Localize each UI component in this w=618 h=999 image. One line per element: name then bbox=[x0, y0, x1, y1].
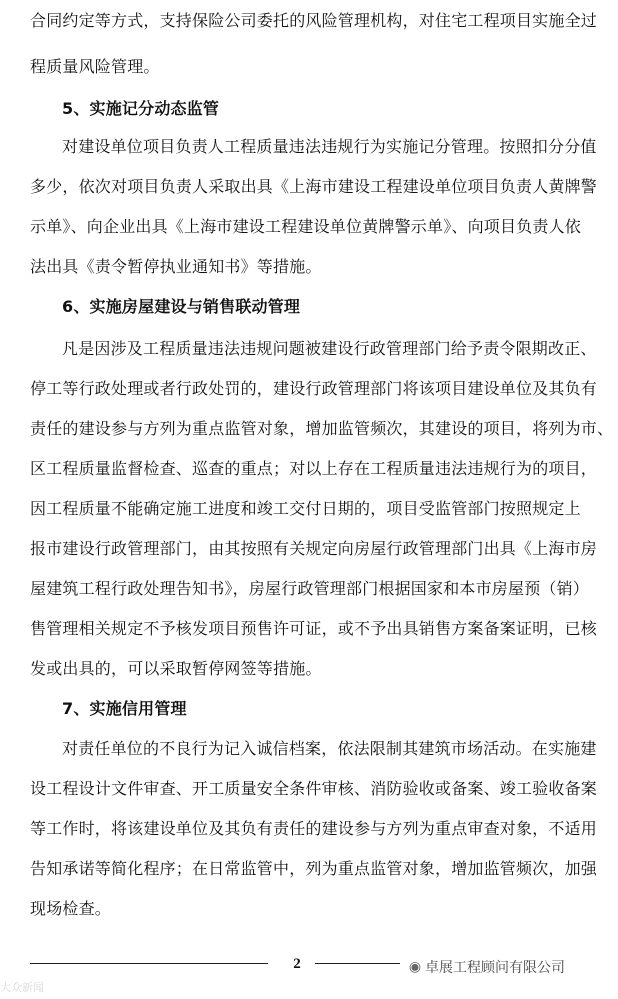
body-line: 责任的建设参与方列为重点监管对象，增加监管频次，其建设的项目，将列为市、 bbox=[30, 419, 614, 438]
body-line: 售管理相关规定不予核发项目预售许可证，或不予出具销售方案备案证明，已核 bbox=[30, 619, 598, 638]
section-heading: 6、实施房屋建设与销售联动管理 bbox=[62, 297, 301, 316]
footer-left-rule bbox=[30, 963, 268, 964]
body-line: 因工程质量不能确定施工进度和竣工交付日期的，项目受监管部门按照规定上 bbox=[30, 499, 581, 518]
body-line: 报市建设行政管理部门，由其按照有关规定向房屋行政管理部门出具《上海市房 bbox=[30, 539, 598, 558]
body-line: 区工程质量监督检查、巡查的重点；对以上存在工程质量违法违规行为的项目， bbox=[30, 459, 598, 478]
body-line: 多少，依次对项目负责人采取出具《上海市建设工程建设单位项目负责人黄牌警 bbox=[30, 177, 598, 196]
section-heading: 7、实施信用管理 bbox=[62, 699, 187, 718]
body-line: 现场检查。 bbox=[30, 899, 112, 918]
company-name: 卓展工程顾问有限公司 bbox=[425, 960, 565, 976]
body-line: 告知承诺等简化程序；在日常监管中，列为重点监管对象，增加监管频次，加强 bbox=[30, 859, 598, 878]
section-heading: 5、实施记分动态监管 bbox=[62, 99, 220, 118]
body-line: 合同约定等方式，支持保险公司委托的风险管理机构，对住宅工程项目实施全过 bbox=[30, 11, 598, 30]
body-line: 屋建筑工程行政处理告知书》，房屋行政管理部门根据国家和本市房屋预（销） bbox=[30, 579, 590, 598]
body-line: 程质量风险管理。 bbox=[30, 57, 160, 76]
body-line: 凡是因涉及工程质量违法违规问题被建设行政管理部门给予责令限期改正、 bbox=[62, 339, 597, 358]
body-line: 法出具《责令暂停执业通知书》等措施。 bbox=[30, 257, 322, 276]
footer-right-rule bbox=[315, 963, 400, 964]
body-line: 等工作时，将该建设单位及其负有责任的建设参与方列为重点审查对象，不适用 bbox=[30, 819, 598, 838]
wechat-icon: ◉ bbox=[408, 959, 422, 975]
body-line: 设工程设计文件审查、开工质量安全条件审核、消防验收或备案、竣工验收备案 bbox=[30, 779, 598, 798]
body-line: 发或出具的，可以采取暂停网签等措施。 bbox=[30, 659, 322, 678]
body-line: 对责任单位的不良行为记入诚信档案，依法限制其建筑市场活动。在实施建 bbox=[62, 739, 597, 758]
body-line: 对建设单位项目负责人工程质量违法违规行为实施记分管理。按照扣分分值 bbox=[62, 137, 597, 156]
body-line: 停工等行政处理或者行政处罚的，建设行政管理部门将该项目建设单位及其负有 bbox=[30, 379, 598, 398]
page-number: 2 bbox=[293, 956, 301, 972]
body-line: 示单》、向企业出具《上海市建设工程建设单位黄牌警示单》、向项目负责人依 bbox=[30, 217, 582, 236]
watermark: 大众新闻 bbox=[0, 981, 44, 994]
